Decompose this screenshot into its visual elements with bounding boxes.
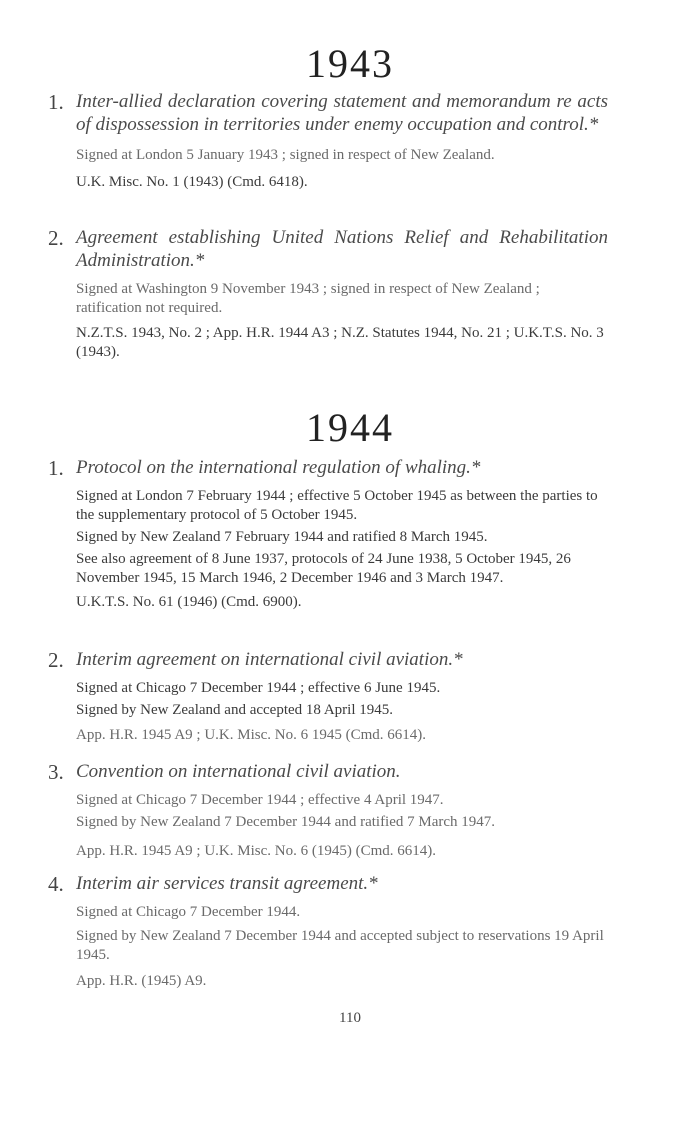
entry-details <box>48 791 608 861</box>
entry-title: Inter-allied declaration covering statement and memorandum re acts of dispossession in territories under enemy occupation and control.* <box>76 91 608 135</box>
entry-details <box>48 146 608 192</box>
reference-citation: App. H.R. 1945 A9 ; U.K. Misc. No. 6 1945 (Cmd. 6614). <box>76 727 427 743</box>
treaty-entry-1944-1 <box>48 456 608 612</box>
reference-citation: N.Z.T.S. 1943, No. 2 ; App. H.R. 1944 A3 ; N.Z. Statutes 1944, No. 21 ; U.K.T.S. No. 3 (1943). <box>76 325 604 360</box>
treaty-entry-1944-3 <box>48 760 608 861</box>
reference-citation: U.K. Misc. No. 1 (1943) (Cmd. 6418). <box>76 174 308 190</box>
signing-details: Signed at Washington 9 November 1943 ; signed in respect of New Zealand ; ratification not required. <box>76 281 540 316</box>
entry-number: 2. <box>48 226 64 250</box>
entry-details <box>48 679 608 745</box>
entry-title: Interim agreement on international civil aviation.* <box>76 649 463 670</box>
entry-number: 1. <box>48 90 64 114</box>
entry-heading <box>48 648 608 671</box>
treaty-entry-1944-4 <box>48 872 608 991</box>
acceptance-details: Signed by New Zealand 7 December 1944 and accepted subject to reservations 19 April 1945. <box>76 928 604 963</box>
entry-heading <box>48 456 608 479</box>
entry-title: Interim air services transit agreement.* <box>76 873 378 894</box>
see-also-note: See also agreement of 8 June 1937, protocols of 24 June 1938, 5 October 1945, 26 November 1945, 15 March 1946, 2 December 1946 and 3 March 1947. <box>76 551 571 586</box>
reference-citation: U.K.T.S. No. 61 (1946) (Cmd. 6900). <box>76 594 302 610</box>
entry-number: 1. <box>48 456 64 480</box>
entry-heading <box>48 226 608 272</box>
page-number: 110 <box>339 1010 361 1026</box>
entry-title: Agreement establishing United Nations Relief and Rehabilitation Administration.* <box>76 227 608 271</box>
treaty-entry-1943-2 <box>48 226 608 362</box>
signing-details: Signed at Chicago 7 December 1944. <box>76 904 301 920</box>
signing-details: Signed at London 5 January 1943 ; signed in respect of New Zealand. <box>76 147 495 163</box>
signing-details: Signed at London 7 February 1944 ; effective 5 October 1945 as between the parties to the supplementary protocol of 5 October 1945. <box>76 488 598 523</box>
reference-citation: App. H.R. 1945 A9 ; U.K. Misc. No. 6 (1945) (Cmd. 6614). <box>76 843 436 859</box>
reference-citation: App. H.R. (1945) A9. <box>76 973 207 989</box>
entry-details <box>48 280 608 362</box>
ratification-details: Signed by New Zealand 7 February 1944 and ratified 8 March 1945. <box>76 529 488 545</box>
entry-title: Protocol on the international regulation of whaling.* <box>76 457 481 478</box>
acceptance-details: Signed by New Zealand and accepted 18 April 1945. <box>76 702 393 718</box>
entry-number: 3. <box>48 760 64 784</box>
entry-title: Convention on international civil aviation. <box>76 761 401 782</box>
ratification-details: Signed by New Zealand 7 December 1944 and ratified 7 March 1947. <box>76 814 496 830</box>
entry-details <box>48 487 608 612</box>
signing-details: Signed at Chicago 7 December 1944 ; effective 4 April 1947. <box>76 792 444 808</box>
entry-number: 2. <box>48 648 64 672</box>
entry-heading <box>48 872 608 895</box>
entry-number: 4. <box>48 872 64 896</box>
treaty-entry-1943-1 <box>48 90 608 192</box>
treaty-entry-1944-2 <box>48 648 608 745</box>
entry-details <box>48 903 608 991</box>
year-heading-1944: 1944 <box>306 405 394 450</box>
year-heading-1943: 1943 <box>306 41 394 86</box>
entry-heading <box>48 760 608 783</box>
entry-heading <box>48 90 608 136</box>
signing-details: Signed at Chicago 7 December 1944 ; effective 6 June 1945. <box>76 680 441 696</box>
